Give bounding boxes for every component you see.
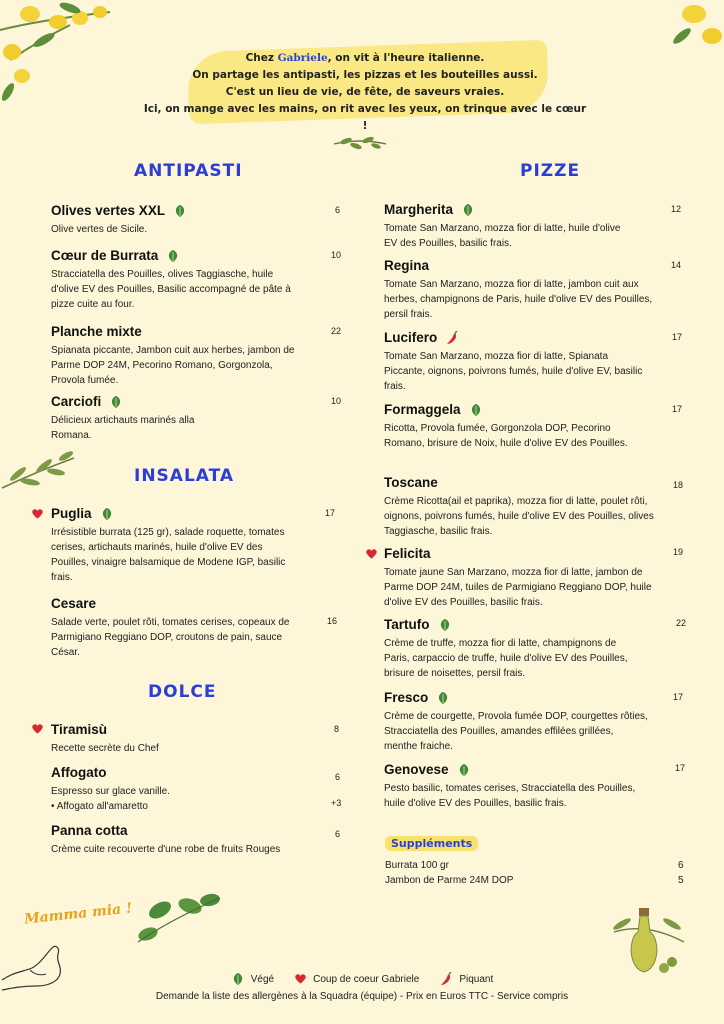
sprig-icon: [332, 134, 388, 154]
item-price: 10: [331, 396, 342, 406]
item-name: Toscane: [384, 475, 438, 490]
legend: [0, 972, 724, 986]
menu-item: [51, 394, 231, 443]
veg-icon: [461, 203, 475, 217]
antipasti-title: ANTIPASTI: [134, 161, 243, 181]
item-name: Panna cotta: [51, 823, 128, 838]
supplement-price: 5: [678, 875, 684, 886]
item-price: 10: [331, 250, 342, 260]
item-price: 6: [335, 772, 341, 782]
item-description: Irrésistible burrata (125 gr), salade roquette, tomates cerises, artichauts marinés, huile d'olive EV des Pouilles, vinaigre balsamique de Modene IGP, basilic frais.: [51, 527, 286, 583]
menu-item: [384, 202, 624, 251]
veg-icon: [166, 249, 180, 263]
item-name: Margherita: [384, 202, 454, 217]
supplement-name: Burrata 100 gr: [385, 860, 449, 871]
heart-icon: [31, 508, 44, 520]
item-price: 22: [331, 326, 342, 336]
item-description: Ricotta, Provola fumée, Gorgonzola DOP, Pecorino Romano, brisure de Noix, huile d'olive EV des Pouilles.: [384, 423, 628, 449]
item-extra-price: +3: [331, 798, 342, 808]
footer-note: Demande la liste des allergènes à la Squadra (équipe) - Prix en Euros TTC - Service compris: [155, 991, 569, 1002]
legend-pepper: Piquant: [459, 973, 494, 985]
olive-branch-decoration: [0, 448, 76, 492]
supplement-name: Jambon de Parme 24M DOP: [385, 875, 514, 886]
item-name: Affogato: [51, 765, 107, 780]
item-name: Carciofi: [51, 394, 102, 409]
intro-text: Chez Gabriele, on vit à l'heure italienne. On partage les antipasti, les pizzas et les bouteilles aussi. C'est un lieu de vie, de fête, de saveurs vraies. Ici, on mange avec les mains, on rit avec les yeux, on trinque avec le cœur !: [143, 52, 587, 132]
menu-item: [51, 248, 301, 312]
menu-item: [51, 765, 301, 814]
item-price: 17: [675, 763, 686, 773]
supplements-title: Suppléments: [385, 836, 478, 851]
menu-item: [384, 762, 639, 811]
item-description: Crème Ricotta(ail et paprika), mozza fior di latte, poulet rôti, oignons, poivrons fumés, huile d'olive EV des Pouilles, olives Taggiasche, basilic frais.: [384, 496, 654, 537]
insalata-title: INSALATA: [134, 466, 235, 486]
item-name: Planche mixte: [51, 324, 142, 339]
item-description: Délicieux artichauts marinés alla Romana.: [51, 415, 195, 441]
menu-item: [384, 546, 659, 610]
dolce-title: DOLCE: [148, 682, 217, 702]
legend-veg: Végé: [250, 973, 275, 985]
item-description: Tomate San Marzano, mozza fior di latte, jambon cuit aux herbes, champignons de Paris, huile d'olive EV des Pouilles, persil frais.: [384, 279, 653, 320]
menu-item: [51, 823, 321, 857]
item-price: 14: [671, 260, 682, 270]
legend-heart: Coup de coeur Gabriele: [313, 973, 420, 985]
item-name: Cœur de Burrata: [51, 248, 159, 263]
item-price: 22: [676, 618, 687, 628]
pepper-icon: [445, 331, 459, 345]
veg-icon: [100, 507, 114, 521]
item-name: Tiramisù: [51, 722, 108, 737]
item-description: Stracciatella des Pouilles, olives Taggiasche, huile d'olive EV des Pouilles, Basilic accompagné de pâte à pizze cuite au four.: [51, 269, 291, 310]
pepper-icon: [439, 972, 453, 986]
lemon-corner-decoration: [664, 0, 724, 60]
item-name: Tartufo: [384, 617, 430, 632]
menu-item: [384, 617, 639, 681]
item-name: Fresco: [384, 690, 429, 705]
menu-item: [51, 596, 306, 660]
item-price: 6: [335, 829, 341, 839]
veg-icon: [109, 395, 123, 409]
mamma-mia-text: Mamma mia !: [23, 900, 133, 928]
item-name: Olives vertes XXL: [51, 203, 166, 218]
item-price: 6: [335, 205, 341, 215]
item-price: 17: [325, 508, 336, 518]
veg-icon: [436, 691, 450, 705]
veg-icon: [438, 618, 452, 632]
item-price: 17: [672, 404, 683, 414]
menu-item: [384, 402, 639, 451]
item-description: Recette secrète du Chef: [51, 743, 159, 754]
heart-icon: [365, 548, 378, 560]
item-extra: • Affogato all'amaretto: [51, 801, 148, 812]
item-description: Salade verte, poulet rôti, tomates cerises, copeaux de Parmigiano Reggiano DOP, croutons de pain, sauce César.: [51, 617, 290, 658]
item-price: 19: [673, 547, 684, 557]
item-description: Tomate San Marzano, mozza fior di latte, huile d'olive EV des Pouilles, basilic frais.: [384, 223, 621, 249]
item-description: Tomate San Marzano, mozza fior di latte, Spianata Piccante, oignons, poivrons fumés, huile d'olive EV, basilic frais.: [384, 351, 643, 392]
supplement-price: 6: [678, 860, 684, 871]
menu-item: [51, 324, 306, 388]
item-description: Olive vertes de Sicile.: [51, 224, 148, 235]
menu-item: [51, 203, 311, 237]
restaurant-name: Gabriele: [277, 52, 328, 64]
item-price: 12: [671, 204, 682, 214]
menu-item: [51, 722, 301, 756]
item-description: Espresso sur glace vanille.: [51, 786, 170, 797]
veg-icon: [469, 403, 483, 417]
item-price: 17: [672, 332, 683, 342]
item-name: Felicita: [384, 546, 431, 561]
menu-item: [384, 258, 654, 322]
item-description: Crème cuite recouverte d'une robe de fruits Rouges: [51, 844, 281, 855]
item-description: Tomate jaune San Marzano, mozza fior di latte, jambon de Parme DOP 24M, tuiles de Parmigiano Reggiano DOP, huile d'olive EV des Pouilles, basilic frais.: [384, 567, 652, 608]
item-description: Crème de courgette, Provola fumée DOP, courgettes rôties, Stracciatella des Pouilles, amandes effilées grillées, menthe fraiche.: [384, 711, 648, 752]
item-name: Regina: [384, 258, 430, 273]
heart-icon: [31, 723, 44, 735]
item-price: 18: [673, 480, 684, 490]
menu-item: [51, 506, 301, 585]
veg-icon: [231, 972, 245, 986]
lemon-branch-decoration: [0, 0, 120, 110]
item-name: Cesare: [51, 596, 97, 611]
veg-icon: [173, 204, 187, 218]
item-description: Spianata piccante, Jambon cuit aux herbes, jambon de Parme DOP 24M, Pecorino Romano, Gorgonzola, Provola fumée.: [51, 345, 295, 386]
basil-leaves-decoration: [130, 890, 226, 950]
item-description: Pesto basilic, tomates cerises, Stracciatella des Pouilles, huile d'olive EV des Pouilles, basilic frais.: [384, 783, 636, 809]
item-name: Genovese: [384, 762, 449, 777]
item-name: Formaggela: [384, 402, 461, 417]
menu-item: [384, 475, 659, 539]
pizze-title: PIZZE: [520, 161, 581, 181]
menu-item: [384, 690, 649, 754]
heart-icon: [294, 973, 307, 985]
olive-oil-bottle-decoration: [606, 902, 686, 982]
item-description: Crème de truffe, mozza fior di latte, champignons de Paris, carpaccio de truffe, huile d'olive EV des Pouilles, brisure de noisettes, persil frais.: [384, 638, 628, 679]
menu-item: [384, 330, 644, 394]
veg-icon: [457, 763, 471, 777]
item-price: 17: [673, 692, 684, 702]
item-price: 16: [327, 616, 338, 626]
item-price: 8: [334, 724, 340, 734]
item-name: Lucifero: [384, 330, 438, 345]
item-name: Puglia: [51, 506, 92, 521]
